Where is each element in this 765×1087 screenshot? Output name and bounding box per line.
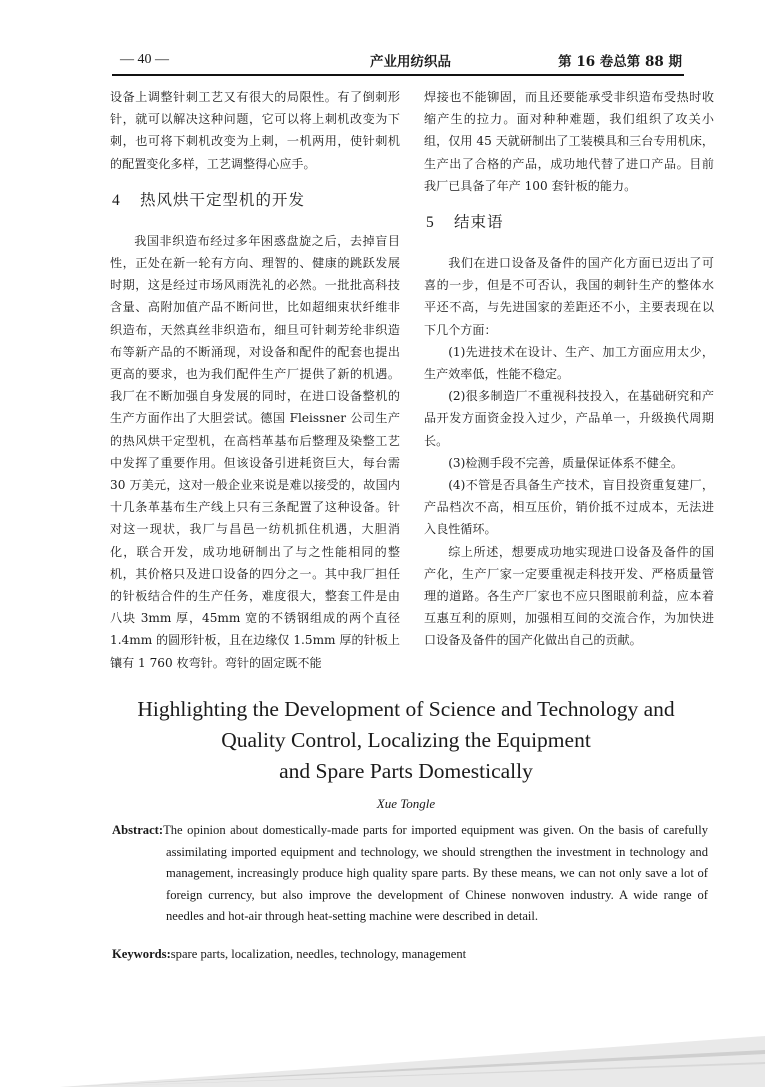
page-number: — 40 —	[120, 52, 169, 67]
abstract	[112, 820, 708, 928]
header-rule	[112, 74, 684, 76]
list-item: (1)先进技术在设计、生产、加工方面应用太少，生产效率低，性能不稳定。	[424, 344, 714, 382]
paragraph: 设备上调整针刺工艺又有很大的局限性。有了倒刺形针，就可以解决这种问题，它可以将上刺机改变为下刺，也可将下刺机改变为上刺，一机两用，使针刺机的配置变化多样，工艺调整得心应手。	[110, 90, 400, 171]
paragraph: 焊接也不能铆固，而且还要能承受非织造布受热时收缩产生的拉力。面对种种难题，我们组织了攻关小组，仅用 45 天就研制出了工装模具和三台专用机床，生产出了合格的产品，成功地代替了进口产品。目前我厂已具备了年产 100 套针板的能力。	[424, 90, 714, 193]
right-column	[424, 86, 714, 652]
left-column	[110, 86, 400, 674]
section-heading-4	[112, 185, 400, 216]
keywords-text: spare parts, localization, needles, technology, management	[170, 947, 467, 961]
section-number: 4	[112, 191, 121, 209]
scan-edge-artifact	[60, 1028, 765, 1087]
section-title: 热风烘干定型机的开发	[140, 190, 306, 209]
issue-info: 第 16 卷总第 88 期	[558, 54, 682, 70]
section-heading-5	[426, 207, 714, 238]
paragraph: 我们在进口设备及备件的国产化方面已迈出了可喜的一步，但是不可否认，我国的刺针生产的整体水平还不高，与先进国家的差距还不小，主要表现在以下几个方面：	[424, 256, 714, 337]
paragraph: 我国非织造布经过多年困惑盘旋之后，去掉盲目性，正处在新一轮有方向、理智的、健康的跳跃发展时期，这是经过市场风雨洗礼的必然。一批批高科技含量、高附加值产品不断问世，比如超细束状纤维非织造布，天然真丝非织造布，细旦可针刺芳纶非织造布等新产品的不断涌现，对设备和配件的配套也提出更高的要求，也为我们配件生产厂提供了新的机遇。我厂在不断加强自身发展的同时，在进口设备整机的生产方面作出了大胆尝试。德国 Fleissner 公司生产的热风烘干定型机，在高档革基布后整理及染整工艺中发挥了重要作用。但该设备引进耗资巨大，每台需 30 万美元，这对一般企业来说是难以接受的，故国内十几条革基布生产线上只有三条配置了这种设备。针对这一现状，我厂与昌邑一纺机抓住机遇，大胆消化，联合开发，成功地研制出了与之性能相同的整机，其价格只及进口设备的四分之一。其中我厂担任的针板结合件的生产任务，难度很大，整套工件是由八块 3mm 厚，45mm 宽的不锈钢组成的两个直径 1.4mm 的圆形针板，且在边缘仅 1.5mm 厚的针板上镶有 1 760 枚弯针。弯针的固定既不能	[110, 233, 400, 670]
keywords	[112, 947, 708, 962]
paragraph: 综上所述，想要成功地实现进口设备及备件的国产化，生产厂家一定要重视走科技开发、严格质量管理的道路。各生产厂家也不应只图眼前利益，应本着互惠互利的原则，加强相互间的交流合作，为加快进口设备及备件的国产化做出自己的贡献。	[424, 544, 714, 648]
abstract-label: Abstract:	[112, 823, 164, 837]
journal-name: 产业用纺织品	[370, 54, 451, 70]
abstract-text: The opinion about domestically-made parts for imported equipment was given. On the basis of carefully assimilating imported equipment and technology, we should strengthen the investment in technology and management, increasingly produce high quality spare parts. By these means, we can not only save a lot of foreign currency, but also improve the development of Chinese nonwoven industry. A wide range of needles and hot-air through heat-setting machine were described in detail.	[163, 823, 708, 924]
list-item: (4)不管是否具备生产技术，盲目投资重复建厂，产品档次不高，相互压价，销价抵不过成本，无法进入良性循环。	[424, 478, 714, 537]
section-number: 5	[426, 214, 435, 232]
section-title: 结束语	[454, 213, 504, 232]
list-item: (2)很多制造厂不重视科技投入，在基础研究和产品开发方面资金投入过少，产品单一，升级换代周期长。	[424, 389, 714, 448]
running-header	[112, 50, 682, 74]
list-item: (3)检测手段不完善，质量保证体系不健全。	[448, 455, 684, 470]
title-line: Quality Control, Localizing the Equipment	[221, 728, 591, 752]
keywords-label: Keywords:	[112, 947, 171, 961]
english-title	[112, 694, 700, 787]
title-line: Highlighting the Development of Science and Technology and	[137, 697, 675, 721]
author-name: Xue Tongle	[376, 796, 436, 811]
title-line: and Spare Parts Domestically	[279, 759, 533, 783]
